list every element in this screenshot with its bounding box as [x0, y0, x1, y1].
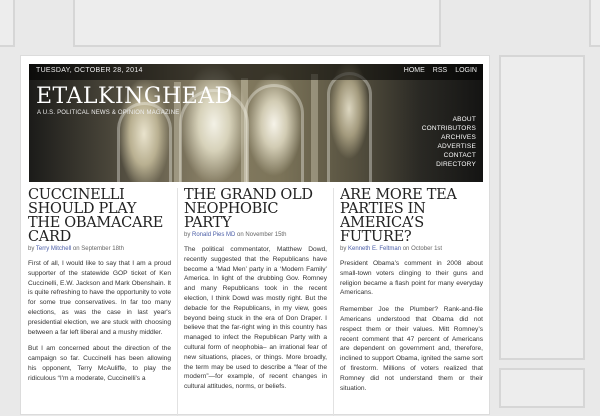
article-paragraph: Remember Joe the Plumber? Rank-and-file Americans understood that Obama did not respect them or their values. Mitt Romney’s recent comment that 47 percent of Americans are dependent on government and, therefore, inclined to support Obama, ignited the same sort of firestorm. Millions of voters realized that Romney did not understand them or their situation. — [340, 306, 483, 392]
author-link[interactable]: Kenneth E. Feltman — [348, 246, 402, 252]
current-date: TUESDAY, OCTOBER 28, 2014 — [36, 67, 143, 74]
top-link-login[interactable]: LOGIN — [455, 67, 477, 74]
column-divider — [333, 188, 334, 416]
header-pillar-decoration — [241, 78, 248, 182]
article-card — [184, 188, 327, 416]
article-byline: by Ronald Pies MD on November 15th — [184, 232, 287, 238]
article-paragraph: President Obama’s comment in 2008 about small-town voters clinging to their guns and religion became a flash point for many everyday Americans. — [340, 260, 483, 297]
article-byline: by Kenneth E. Feltman on October 1st — [340, 246, 443, 252]
article-title[interactable]: CUCCINELLI SHOULD PLAY THE OBAMACARE CARD — [28, 188, 164, 245]
nav-item-about[interactable]: ABOUT — [452, 116, 476, 123]
article-date: October 1st — [411, 246, 443, 252]
header-arch-decoration — [244, 84, 304, 182]
article-paragraph: First of all, I would like to say that I am a proud supporter of the statewide GOP ticket of Ken Cuccinelli, E.W. Jackson and Mark Obenshain. It is quite refreshing to have the opportunity to vote for some true conservatives. In far too many elections, as was the case in last year's presidential election, we are stuck with choosing between a far left liberal and a mushy middler. — [28, 260, 171, 336]
site-tagline: A U.S. POLITICAL NEWS & OPINION MAGAZINE — [37, 110, 180, 116]
background-ad-slot-left — [0, 0, 15, 47]
article-card — [340, 188, 483, 416]
header-pillar-decoration — [311, 74, 318, 182]
article-card — [28, 188, 171, 416]
background-ad-slot-right — [499, 55, 585, 360]
column-divider — [177, 188, 178, 416]
background-ad-slot-top — [73, 0, 441, 47]
nav-item-directory[interactable]: DIRECTORY — [436, 161, 476, 168]
article-date: November 15th — [245, 232, 287, 238]
top-links — [404, 67, 477, 74]
article-date: September 18th — [81, 246, 124, 252]
header-top-bar — [29, 64, 483, 80]
top-link-home[interactable]: HOME — [403, 67, 425, 74]
article-title[interactable]: THE GRAND OLD NEOPHOBIC PARTY — [184, 188, 313, 231]
top-link-rss[interactable]: RSS — [432, 67, 448, 74]
site-header — [29, 64, 483, 182]
nav-item-advertise[interactable]: ADVERTISE — [437, 143, 476, 150]
header-arch-decoration — [327, 72, 372, 182]
author-link[interactable]: Ronald Pies MD — [192, 232, 236, 238]
main-nav — [422, 116, 476, 168]
page-container — [20, 55, 490, 415]
article-paragraph: But I am concerned about the direction of the campaign so far. Cuccinelli has been allowing his opponent, Terry McAuliffe, to play the ridiculous “I'm a moderate, Cuccinelli's a — [28, 345, 171, 382]
site-title[interactable]: ETALKINGHEAD — [36, 84, 233, 109]
author-link[interactable]: Terry Mitchell — [35, 246, 72, 252]
background-ad-slot-right-lower — [499, 368, 585, 408]
article-title[interactable]: ARE MORE TEA PARTIES IN AMERICA’S FUTURE? — [340, 188, 457, 245]
background-ad-slot-top-right — [589, 0, 600, 47]
nav-item-contact[interactable]: CONTACT — [443, 152, 476, 159]
article-byline: by Terry Mitchell on September 18th — [28, 246, 124, 252]
nav-item-archives[interactable]: ARCHIVES — [441, 134, 476, 141]
article-paragraph: The political commentator, Matthew Dowd, recently suggested that the Republicans have become a ‘Mad Men’ party in a ‘Modern Family’ America. In light of the drubbing Gov. Romney and many Republicans took in the recent election, I think Dowd was mostly right. But the debacle for the Republicans, in my view, goes beyond being stuck in the era of Don Draper. I believe that the far-right wing in this country has managed to infect the Republican Party with a cultural form of neophobia– an irrational fear of new situations, places, or things. More broadly, the term may be used to describe a “fear of the modern”—for example, of recent changes in cultural attitudes, norms, or beliefs. — [184, 246, 327, 391]
nav-item-contributors[interactable]: CONTRIBUTORS — [421, 125, 476, 132]
